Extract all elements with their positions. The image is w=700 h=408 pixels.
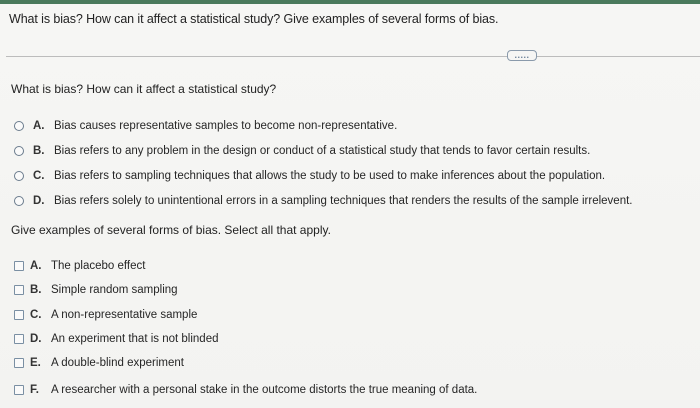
checkbox-option-f[interactable] <box>14 382 477 398</box>
option-text: A researcher with a personal stake in the outcome distorts the true meaning of data. <box>51 384 478 396</box>
option-letter: F. <box>30 384 39 396</box>
part2-prompt: Give examples of several forms of bias. Select all that apply. <box>11 223 331 237</box>
option-letter: A. <box>30 260 42 272</box>
checkbox[interactable] <box>14 310 24 320</box>
option-letter: E. <box>30 357 41 369</box>
option-text: A non-representative sample <box>51 309 198 321</box>
checkbox-option-e[interactable] <box>14 355 184 371</box>
radio-button[interactable] <box>14 146 24 156</box>
option-letter: D. <box>30 333 42 345</box>
option-letter: D. <box>33 195 45 207</box>
option-text: A double-blind experiment <box>51 357 184 369</box>
radio-option-b[interactable] <box>14 143 590 159</box>
checkbox-option-d[interactable] <box>14 331 219 347</box>
option-text: Bias refers solely to unintentional errors in a sampling techniques that renders the results of the sample irrelevent. <box>54 195 633 207</box>
question-panel <box>0 4 700 408</box>
option-text: Bias refers to sampling techniques that allows the study to be used to make inferences about the population. <box>54 170 606 182</box>
option-letter: C. <box>30 309 42 321</box>
checkbox[interactable] <box>14 334 24 344</box>
part1-prompt: What is bias? How can it affect a statistical study? <box>11 82 277 96</box>
option-text: The placebo effect <box>51 260 146 272</box>
radio-button[interactable] <box>14 121 24 131</box>
checkbox[interactable] <box>14 385 24 395</box>
checkbox-option-b[interactable] <box>14 282 178 298</box>
checkbox[interactable] <box>14 285 24 295</box>
option-text: An experiment that is not blinded <box>51 333 219 345</box>
checkbox[interactable] <box>14 261 24 271</box>
checkbox-option-c[interactable] <box>14 307 197 323</box>
divider <box>6 56 700 57</box>
option-letter: B. <box>33 145 45 157</box>
radio-option-d[interactable] <box>14 193 633 209</box>
question-title: What is bias? How can it affect a statistical study? Give examples of several forms of bias. <box>9 12 499 26</box>
checkbox[interactable] <box>14 358 24 368</box>
checkbox-option-a[interactable] <box>14 258 145 274</box>
more-dots-icon: ..... <box>514 50 530 60</box>
radio-button[interactable] <box>14 196 24 206</box>
option-text: Bias causes representative samples to become non-representative. <box>54 120 398 132</box>
radio-option-a[interactable] <box>14 118 397 134</box>
option-text: Bias refers to any problem in the design or conduct of a statistical study that tends to favor certain results. <box>54 145 591 157</box>
option-letter: C. <box>33 170 45 182</box>
option-letter: B. <box>30 284 42 296</box>
expand-button[interactable] <box>507 50 537 61</box>
radio-button[interactable] <box>14 171 24 181</box>
option-text: Simple random sampling <box>51 284 178 296</box>
radio-option-c[interactable] <box>14 168 605 184</box>
option-letter: A. <box>33 120 45 132</box>
